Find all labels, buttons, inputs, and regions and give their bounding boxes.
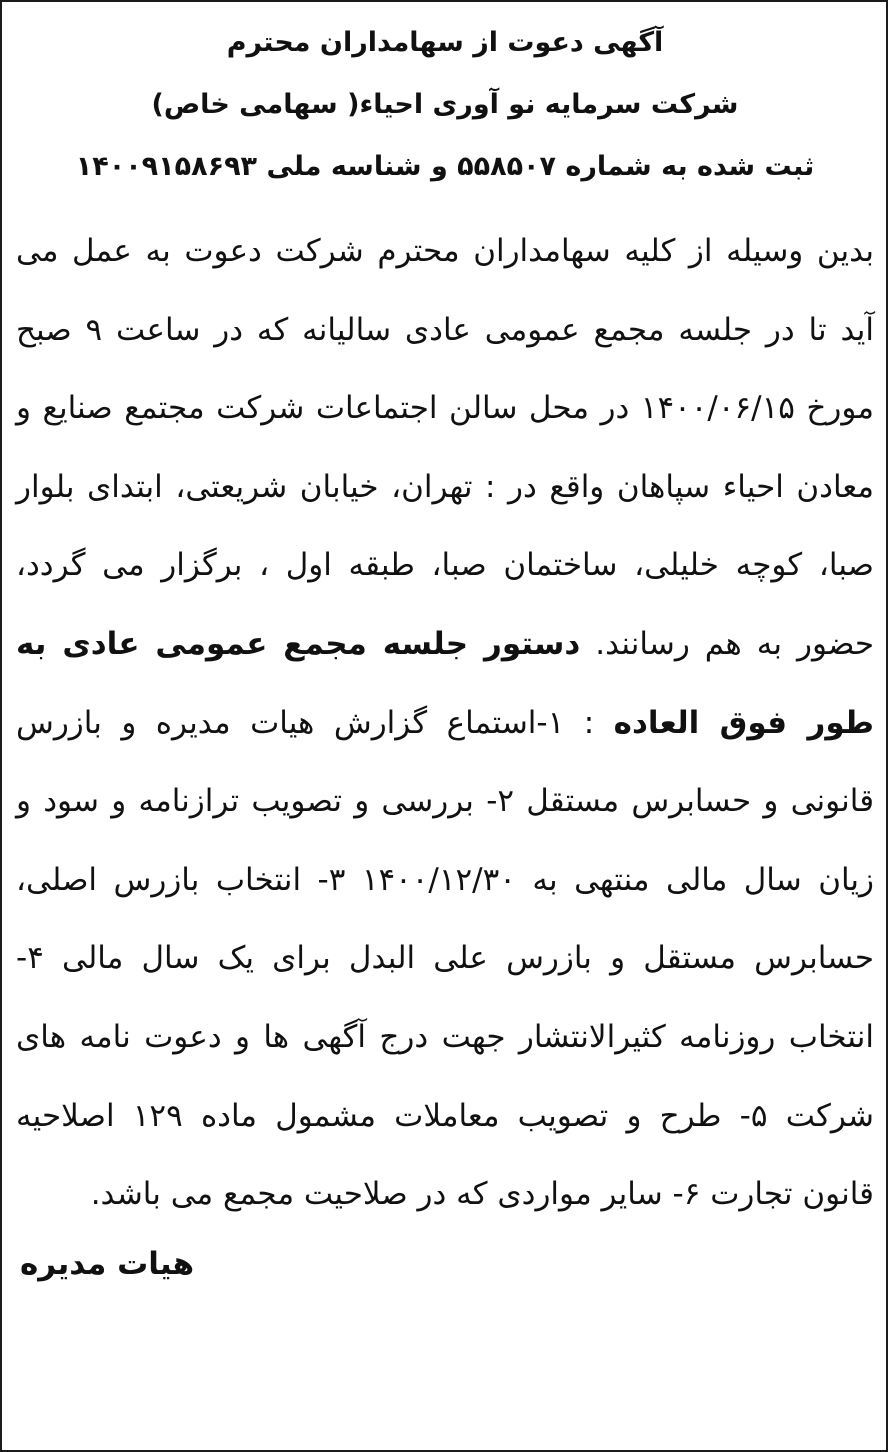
notice-title: آگهی دعوت از سهامداران محترم [226, 27, 664, 58]
intro-paragraph: بدین وسیله از کلیه سهامداران محترم شرکت دعوت به عمل می آید تا در جلسه مجمع عمومی عادی سالیانه که در ساعت ۹ صبح مورخ ۱۴۰۰/۰۶/۱۵ در محل سالن اجتماعات شرکت مجتمع صنایع و معادن احیاء سپاهان واقع در : تهران، خیابان شریعتی، ابتدای بلوار صبا، کوچه خلیلی، ساختمان صبا، طبقه اول ، برگزار می گردد، حضور به هم رسانند. [16, 233, 875, 662]
notice-header [16, 12, 874, 198]
company-name: شرکت سرمایه نو آوری احیاء( سهامی خاص) [151, 89, 739, 120]
agenda-items: ۱-استماع گزارش هیات مدیره و بازرس قانونی و حسابرس مستقل ۲- بررسی و تصویب ترازنامه و سود و زیان سال مالی منتهی به ۱۴۰۰/۱۲/۳۰ ۳- انتخاب بازرس اصلی، حسابرس مستقل و بازرس علی البدل برای یک سال مالی ۴- انتخاب روزنامه کثیرالانتشار جهت درج آگهی ها و دعوت نامه های شرکت ۵- طرح و تصویب معاملات مشمول ماده ۱۲۹ اصلاحیه قانون تجارت ۶- سایر مواردی که در صلاحیت مجمع می باشد. [16, 704, 875, 1213]
notice-body: بدین وسیله از کلیه سهامداران محترم شرکت دعوت به عمل می آید تا در جلسه مجمع عمومی عادی سالیانه که در ساعت ۹ صبح مورخ ۱۴۰۰/۰۶/۱۵ در محل سالن اجتماعات شرکت مجتمع صنایع و معادن احیاء سپاهان واقع در : تهران، خیابان شریعتی، ابتدای بلوار صبا، کوچه خلیلی، ساختمان صبا، طبقه اول ، برگزار می گردد، حضور به هم رسانند. دستور جلسه مجمع عمومی عادی به طور فوق العاده : ۱-استماع گزارش هیات مدیره و بازرس قانونی و حسابرس مستقل ۲- بررسی و تصویب ترازنامه و سود و زیان سال مالی منتهی به ۱۴۰۰/۱۲/۳۰ ۳- انتخاب بازرس اصلی، حسابرس مستقل و بازرس علی البدل برای یک سال مالی ۴- انتخاب روزنامه کثیرالانتشار جهت درج آگهی ها و دعوت نامه های شرکت ۵- طرح و تصویب معاملات مشمول ماده ۱۲۹ اصلاحیه قانون تجارت ۶- سایر مواردی که در صلاحیت مجمع می باشد. [16, 233, 875, 1213]
registration-info: ثبت شده به شماره ۵۵۸۵۰۷ و شناسه ملی ۱۴۰۰۹۱۵۸۶۹۳ [75, 151, 815, 182]
board-signature: هیات مدیره [20, 1245, 195, 1282]
agenda-title: دستور جلسه مجمع عمومی عادی به طور فوق العاده [16, 625, 874, 741]
